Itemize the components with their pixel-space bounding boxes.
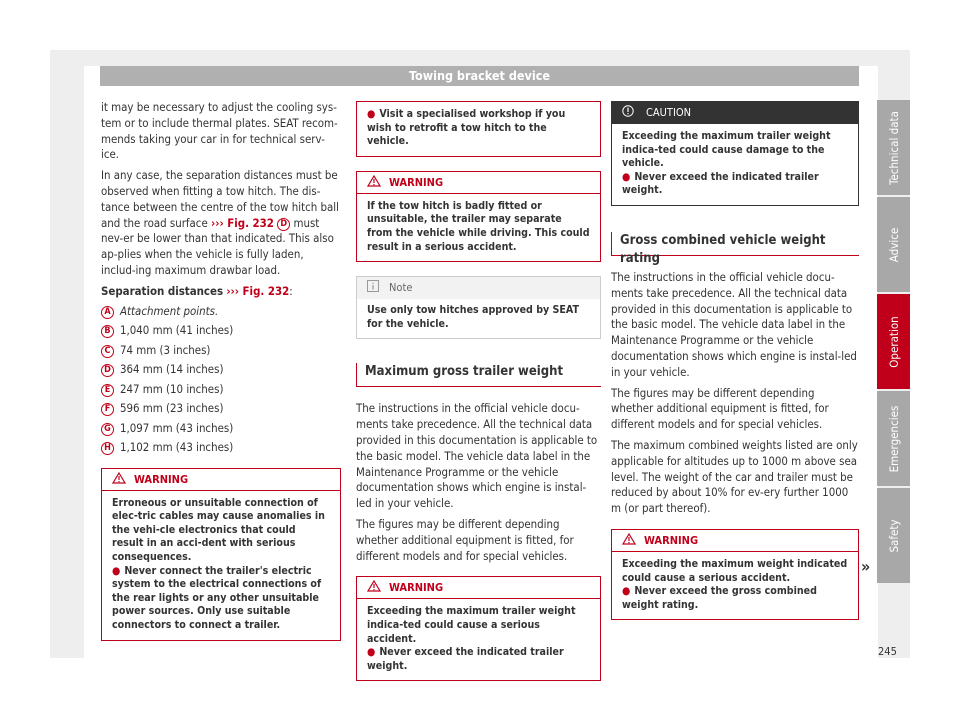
paragraph [101, 168, 341, 279]
warning-box [611, 529, 859, 620]
paragraph: it may be necessary to adjust the cooling sys-tem or to include thermal plates. SEAT recom-mends taking your car in for technical serv-ice. [101, 100, 338, 162]
caution-body [612, 124, 858, 205]
tab-advice[interactable] [877, 197, 910, 292]
column-3 [611, 101, 859, 632]
legend-marker: E [101, 384, 114, 397]
warning-box [356, 576, 601, 681]
tab-safety[interactable] [877, 488, 910, 583]
caution-bullet [622, 171, 848, 198]
caution-label: CAUTION [646, 106, 692, 119]
warning-label: WARNING [644, 533, 699, 547]
legend-text: Attachment points. [120, 303, 219, 318]
bullet-icon: ● [622, 585, 631, 598]
warning-body [612, 552, 858, 619]
bullet-icon: ● [112, 564, 121, 577]
legend-text: 596 mm (23 inches) [120, 401, 224, 416]
colon: : [289, 283, 293, 298]
legend-marker: H [101, 442, 114, 455]
warning-text: Erroneous or unsuitable connection of elec-tric cables may cause anomalies in the vehi-cle electronics that could result in an acci-dent with serious consequences. [112, 496, 325, 563]
column-1 [101, 100, 341, 653]
warning-box [356, 171, 601, 262]
warning-bullet [112, 565, 330, 633]
tab-label: Emergencies [886, 405, 901, 472]
bullet-icon: ● [367, 108, 376, 120]
warning-bullet-text: Never connect the trailer's electric system to the electrical connections of the rear lights or any other unsuitable power sources. Only use suitable connectors to connect a trailer. [112, 564, 322, 631]
warning-bullet [622, 585, 848, 612]
caution-text: Exceeding the maximum trailer weight indica-ted could cause damage to the vehicle. [622, 130, 831, 170]
warning-body [357, 194, 600, 261]
chapter-sidebar [877, 100, 910, 585]
warning-bullet-text: Never exceed the indicated trailer weight. [367, 646, 564, 672]
warning-text: Exceeding the maximum trailer weight indica-ted could cause a serious accident. [367, 605, 576, 645]
note-header [357, 277, 600, 299]
note-info-icon [367, 280, 379, 292]
paragraph: The instructions in the official vehicle docu-ments take precedence. All the technical data provided in this documentation is applicable to the basic model. The vehicle data label in the Maintenance Programme or the vehicle documentation shows which engine is instal-led in your vehicle. [611, 269, 857, 379]
separation-label: Separation distances [101, 283, 224, 298]
legend-item [101, 321, 341, 341]
legend-marker: C [101, 345, 114, 358]
column-2 [356, 101, 601, 693]
paragraph: The instructions in the official vehicle docu-ments take precedence. All the technical data provided in this documentation is applicable to the basic model. The vehicle data label in the Maintenance Programme or the vehicle documentation shows which engine is instal-led in your vehicle. [356, 401, 598, 511]
warning-header [102, 469, 340, 491]
tab-label: Technical data [886, 110, 901, 185]
warning-bullet [367, 646, 590, 673]
tab-label: Advice [886, 227, 901, 262]
caution-box [611, 101, 859, 206]
warning-label: WARNING [389, 175, 444, 189]
warning-triangle-icon [367, 175, 381, 187]
caution-bullet-text: Never exceed the indicated trailer weight. [622, 170, 819, 197]
caution-header [612, 102, 858, 124]
figure-reference-link[interactable]: ››› Fig. 232 [226, 283, 290, 298]
warning-box [101, 468, 341, 641]
legend-item [101, 341, 341, 361]
paragraph-text: must nev-er be lower than that indicated. This also ap-plies when the vehicle is fully laden, includ-ing maximum drawbar load. [101, 215, 334, 277]
page-number: 245 [878, 645, 897, 658]
bullet-box [356, 101, 601, 157]
note-body: Use only tow hitches approved by SEAT for the vehicle. [367, 304, 579, 330]
legend-item [101, 360, 341, 380]
tab-label: Safety [886, 518, 901, 553]
separation-heading [101, 284, 341, 300]
legend-marker: A [101, 306, 114, 319]
paragraph: The maximum combined weights listed are only applicable for altitudes up to 1000 m above sea level. The weight of the car and trailer must be reduced by about 10% for ev-ery further 1000 m (or part thereof). [611, 437, 858, 516]
tab-technical-data[interactable] [877, 100, 910, 195]
tab-operation[interactable] [877, 294, 910, 389]
warning-header [357, 577, 600, 599]
warning-body [102, 491, 340, 640]
legend-list [101, 302, 341, 458]
section-title: Maximum gross trailer weight [356, 363, 601, 387]
section-title: Gross combined vehicle weight rating [611, 232, 859, 256]
warning-body [357, 599, 600, 680]
warning-triangle-icon [367, 580, 381, 592]
page-header: Towing bracket device [100, 66, 859, 86]
legend-text: 1,102 mm (43 inches) [120, 440, 234, 455]
legend-text: 364 mm (14 inches) [120, 362, 224, 377]
bullet-icon: ● [622, 170, 631, 183]
legend-item [101, 302, 341, 322]
warning-label: WARNING [134, 472, 189, 486]
legend-marker: D [277, 218, 290, 231]
paragraph: The figures may be different depending whether additional equipment is fitted, for different models and for special vehicles. [356, 516, 574, 563]
note-label: Note [389, 281, 413, 295]
legend-marker: F [101, 403, 114, 416]
paragraph-text: In any case, the separation distances must be observed when fitting a tow hitch. The dis-tance between the centre of the tow hitch ball and the road surface [101, 168, 339, 230]
bullet-icon: ● [367, 646, 376, 659]
legend-text: 74 mm (3 inches) [120, 342, 211, 357]
tab-emergencies[interactable] [877, 391, 910, 486]
legend-item [101, 399, 341, 419]
tab-label: Operation [886, 315, 901, 368]
warning-triangle-icon [112, 472, 126, 484]
legend-item [101, 380, 341, 400]
legend-marker: B [101, 325, 114, 338]
warning-label: WARNING [389, 581, 444, 595]
legend-text: 247 mm (10 inches) [120, 381, 224, 396]
paragraph: The figures may be different depending whether additional equipment is fitted, for different models and for special vehicles. [611, 385, 829, 432]
warning-text: Exceeding the maximum weight indicated could cause a serious accident. [622, 557, 848, 584]
bullet-text: Visit a specialised workshop if you wish to retrofit a tow hitch to the vehicle. [367, 108, 566, 148]
warning-header [357, 172, 600, 194]
legend-text: 1,040 mm (41 inches) [120, 323, 234, 338]
warning-text: If the tow hitch is badly fitted or unsuitable, the trailer may separate from the vehicle while driving. This could result in a serious accident. [367, 199, 590, 253]
warning-bullet-text: Never exceed the gross combined weight rating. [622, 585, 817, 611]
caution-circle-icon [622, 105, 634, 117]
legend-marker: D [101, 364, 114, 377]
legend-item [101, 419, 341, 439]
figure-reference-link[interactable]: ››› Fig. 232 [211, 215, 274, 230]
continue-marker: » [861, 557, 871, 576]
legend-text: 1,097 mm (43 inches) [120, 420, 234, 435]
legend-item [101, 438, 341, 458]
warning-header [612, 530, 858, 552]
note-box [356, 276, 601, 339]
warning-triangle-icon [622, 533, 636, 545]
legend-marker: G [101, 423, 114, 436]
